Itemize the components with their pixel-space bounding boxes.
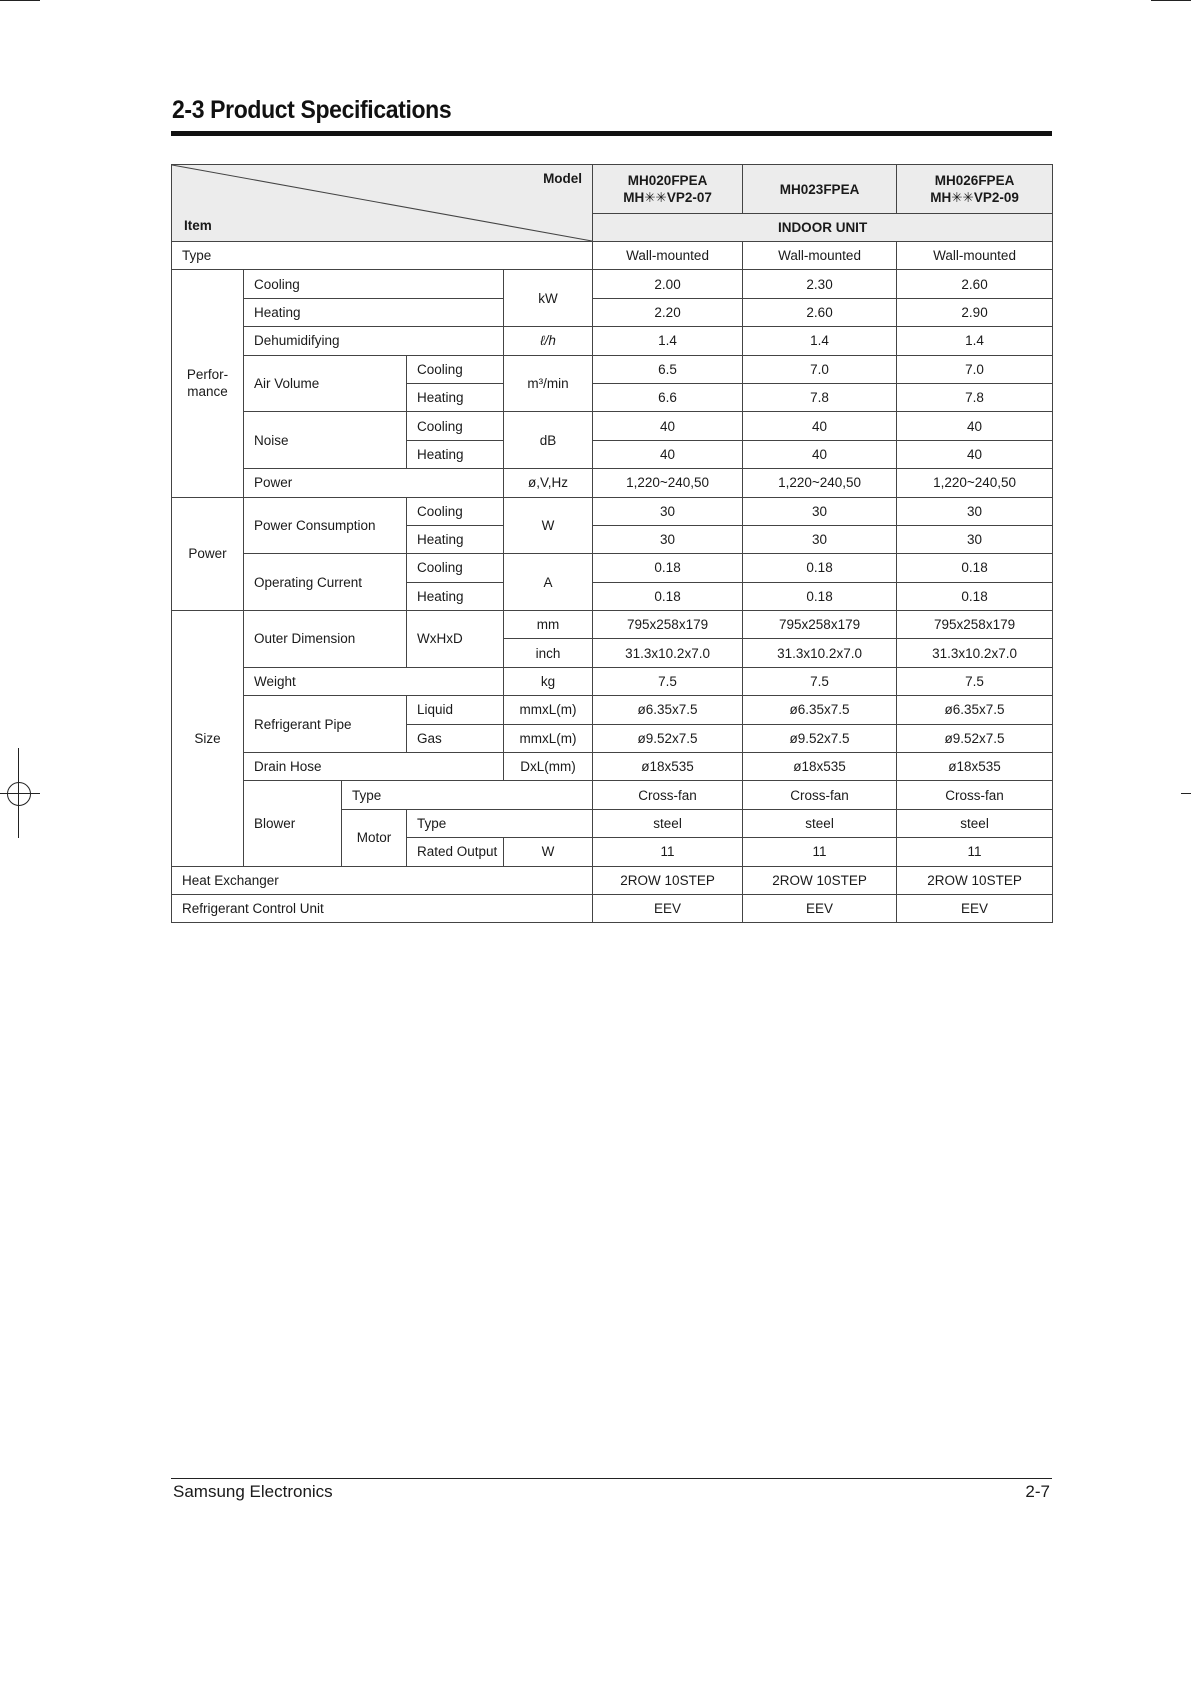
- cell-value: 0.18: [897, 582, 1053, 610]
- model-1-line1: MH020FPEA: [627, 173, 708, 188]
- sub-label: Cooling: [407, 412, 504, 440]
- unit-cell: dB: [504, 412, 593, 469]
- cell-value: 2.60: [897, 270, 1053, 298]
- cell-value: ø9.52x7.5: [743, 724, 897, 752]
- cell-value: 31.3x10.2x7.0: [897, 639, 1053, 667]
- table-row-current-cooling: [172, 554, 1053, 582]
- cell-value: 7.0: [897, 355, 1053, 383]
- table-row-type: [172, 242, 1053, 270]
- row-label: Noise: [244, 412, 407, 469]
- cell-value: 0.18: [743, 554, 897, 582]
- cell-value: 30: [897, 497, 1053, 525]
- table-row-refrigerant-control: [172, 894, 1053, 922]
- cell-value: Cross-fan: [897, 781, 1053, 809]
- cell-value: 7.0: [743, 355, 897, 383]
- sub-label: Rated Output: [407, 838, 504, 866]
- row-label: Power Consumption: [244, 497, 407, 554]
- row-label: Drain Hose: [244, 753, 504, 781]
- table-row-dimension-mm: [172, 611, 1053, 639]
- cell-value: 6.5: [593, 355, 743, 383]
- title-rule: [171, 131, 1052, 136]
- table-row-pipe-liquid: [172, 696, 1053, 724]
- group-label-power: Power: [172, 497, 244, 611]
- cell-value: 40: [593, 440, 743, 468]
- unit-cell: inch: [504, 639, 593, 667]
- cell-value: 1.4: [897, 327, 1053, 355]
- cell-value: 7.8: [897, 383, 1053, 411]
- cell-value: ø18x535: [743, 753, 897, 781]
- row-label: Refrigerant Control Unit: [172, 894, 593, 922]
- row-label: Air Volume: [244, 355, 407, 412]
- cell-value: ø18x535: [593, 753, 743, 781]
- table-row-air-volume-cooling: [172, 355, 1053, 383]
- crop-mark-top-right: [1151, 0, 1191, 1]
- cell-value: EEV: [897, 894, 1053, 922]
- cell-value: 795x258x179: [897, 611, 1053, 639]
- cell-value: 31.3x10.2x7.0: [593, 639, 743, 667]
- cell-value: 11: [897, 838, 1053, 866]
- table-row-perf-power: [172, 469, 1053, 497]
- model-1-header: [593, 165, 743, 214]
- row-label: Outer Dimension: [244, 611, 407, 668]
- table-row-blower-type: [172, 781, 1053, 809]
- item-label: Item: [184, 218, 212, 233]
- table-row-perf-heating: [172, 298, 1053, 326]
- sub-label: Motor: [342, 809, 407, 866]
- cell-value: 7.8: [743, 383, 897, 411]
- cell-value: 2.00: [593, 270, 743, 298]
- cell-value: EEV: [593, 894, 743, 922]
- cell-value: 795x258x179: [593, 611, 743, 639]
- crop-mark-top-left: [0, 0, 40, 1]
- cell-value: 2ROW 10STEP: [897, 866, 1053, 894]
- cell-value: 0.18: [593, 554, 743, 582]
- cell-value: 7.5: [593, 667, 743, 695]
- cell-value: 0.18: [743, 582, 897, 610]
- table-row-weight: [172, 667, 1053, 695]
- cell-value: 1,220~240,50: [897, 469, 1053, 497]
- row-label: Dehumidifying: [244, 327, 504, 355]
- model-2-header: [743, 165, 897, 214]
- unit-cell: ø,V,Hz: [504, 469, 593, 497]
- diagonal-line: [172, 165, 592, 241]
- cell-value: ø6.35x7.5: [593, 696, 743, 724]
- cell-value: 40: [897, 440, 1053, 468]
- group-label-performance: Perfor- mance: [172, 270, 244, 497]
- sub-label: Cooling: [407, 497, 504, 525]
- model-2-line1: MH023FPEA: [779, 181, 860, 197]
- table-row-perf-cooling: [172, 270, 1053, 298]
- group-label-size: Size: [172, 611, 244, 867]
- unit-cell: mmxL(m): [504, 696, 593, 724]
- cell-value: Wall-mounted: [743, 242, 897, 270]
- cell-value: 30: [897, 525, 1053, 553]
- cell-value: 2.20: [593, 298, 743, 326]
- table-row-drain-hose: [172, 753, 1053, 781]
- cell-value: 2ROW 10STEP: [593, 866, 743, 894]
- row-label: Refrigerant Pipe: [244, 696, 407, 753]
- model-3-line1: MH026FPEA: [934, 173, 1015, 188]
- cell-value: 31.3x10.2x7.0: [743, 639, 897, 667]
- cell-value: ø18x535: [897, 753, 1053, 781]
- sub-label: Heating: [407, 525, 504, 553]
- header-row-models: [172, 165, 1053, 214]
- header-diagonal-cell: [172, 165, 593, 242]
- unit-cell: DxL(mm): [504, 753, 593, 781]
- unit-cell: A: [504, 554, 593, 611]
- table-row-noise-cooling: [172, 412, 1053, 440]
- registration-mark-right: [1181, 793, 1191, 794]
- model-3-header: [897, 165, 1053, 214]
- cell-value: 1,220~240,50: [593, 469, 743, 497]
- row-label: Power: [244, 469, 504, 497]
- model-1-line2: MH✳✳VP2-07: [623, 190, 712, 205]
- cell-value: 30: [593, 497, 743, 525]
- cell-value: 6.6: [593, 383, 743, 411]
- cell-value: Cross-fan: [743, 781, 897, 809]
- row-label: Blower: [244, 781, 342, 866]
- sub-label: Heating: [407, 582, 504, 610]
- row-label: Type: [172, 242, 593, 270]
- cell-value: 795x258x179: [743, 611, 897, 639]
- footer-rule: [171, 1478, 1052, 1479]
- sub-label: Type: [407, 809, 593, 837]
- cell-value: steel: [743, 809, 897, 837]
- table-row-dehumidifying: [172, 327, 1053, 355]
- cell-value: 7.5: [743, 667, 897, 695]
- cell-value: Wall-mounted: [593, 242, 743, 270]
- registration-mark-circle: [7, 782, 31, 806]
- sub-label: Cooling: [407, 554, 504, 582]
- cell-value: EEV: [743, 894, 897, 922]
- spec-table: [171, 164, 1053, 923]
- row-label: Weight: [244, 667, 504, 695]
- cell-value: 30: [743, 497, 897, 525]
- unit-cell: mmxL(m): [504, 724, 593, 752]
- sub-label: Gas: [407, 724, 504, 752]
- cell-value: ø9.52x7.5: [593, 724, 743, 752]
- model-3-line2: MH✳✳VP2-09: [930, 190, 1019, 205]
- cell-value: 7.5: [897, 667, 1053, 695]
- cell-value: 11: [743, 838, 897, 866]
- unit-cell: kg: [504, 667, 593, 695]
- unit-cell: mm: [504, 611, 593, 639]
- unit-cell: W: [504, 838, 593, 866]
- cell-value: 2.60: [743, 298, 897, 326]
- cell-value: 0.18: [593, 582, 743, 610]
- cell-value: 1.4: [593, 327, 743, 355]
- cell-value: 30: [743, 525, 897, 553]
- cell-value: 2.30: [743, 270, 897, 298]
- cell-value: 40: [593, 412, 743, 440]
- cell-value: 1.4: [743, 327, 897, 355]
- page-number: 2-7: [1025, 1482, 1050, 1501]
- table-row-heat-exchanger: [172, 866, 1053, 894]
- cell-value: 2ROW 10STEP: [743, 866, 897, 894]
- cell-value: steel: [593, 809, 743, 837]
- indoor-unit-header: INDOOR UNIT: [593, 214, 1053, 242]
- footer-company: Samsung Electronics: [173, 1482, 333, 1501]
- row-label: Heating: [244, 298, 504, 326]
- cell-value: steel: [897, 809, 1053, 837]
- cell-value: 11: [593, 838, 743, 866]
- page-title: 2-3 Product Specifications: [172, 96, 452, 124]
- cell-value: ø6.35x7.5: [897, 696, 1053, 724]
- cell-value: ø9.52x7.5: [897, 724, 1053, 752]
- row-label: Heat Exchanger: [172, 866, 593, 894]
- row-label: Operating Current: [244, 554, 407, 611]
- cell-value: ø6.35x7.5: [743, 696, 897, 724]
- row-label: Cooling: [244, 270, 504, 298]
- table-row-consumption-cooling: [172, 497, 1053, 525]
- cell-value: 1,220~240,50: [743, 469, 897, 497]
- cell-value: 40: [897, 412, 1053, 440]
- cell-value: Wall-mounted: [897, 242, 1053, 270]
- unit-cell: kW: [504, 270, 593, 327]
- cell-value: Cross-fan: [593, 781, 743, 809]
- model-label: Model: [543, 171, 583, 186]
- cell-value: 40: [743, 412, 897, 440]
- cell-value: 2.90: [897, 298, 1053, 326]
- unit-cell: W: [504, 497, 593, 554]
- sub-label: Liquid: [407, 696, 504, 724]
- unit-cell: m³/min: [504, 355, 593, 412]
- cell-value: 40: [743, 440, 897, 468]
- sub-label: Heating: [407, 440, 504, 468]
- sub-label: Type: [342, 781, 593, 809]
- sub-label: Cooling: [407, 355, 504, 383]
- unit-cell: ℓ/h: [504, 327, 593, 355]
- cell-value: 30: [593, 525, 743, 553]
- sub-label: Heating: [407, 383, 504, 411]
- cell-value: 0.18: [897, 554, 1053, 582]
- sub-label: WxHxD: [407, 611, 504, 668]
